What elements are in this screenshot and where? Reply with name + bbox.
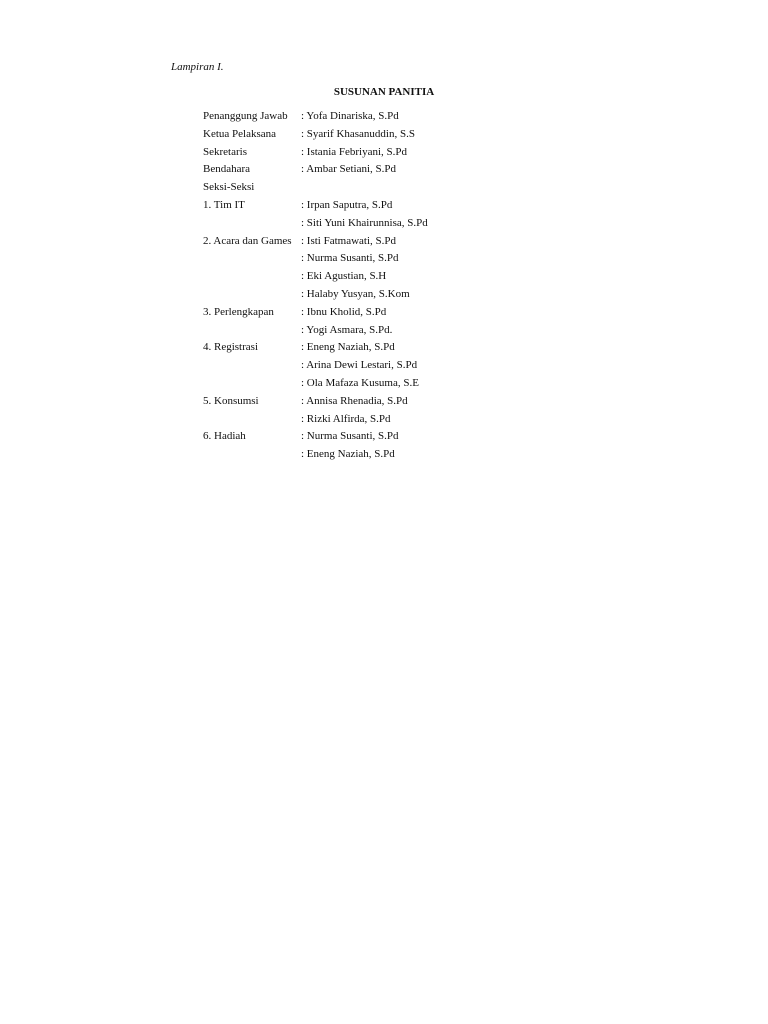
committee-role: 5. Konsumsi (203, 394, 259, 407)
committee-role: 1. Tim IT (203, 198, 245, 211)
committee-member: : Yogi Asmara, S.Pd. (301, 323, 393, 336)
committee-member: : Annisa Rhenadia, S.Pd (301, 394, 408, 407)
attachment-label: Lampiran I. (171, 61, 224, 73)
committee-row (203, 340, 428, 358)
committee-member: : Ambar Setiani, S.Pd (301, 163, 397, 176)
committee-member: : Ola Mafaza Kusuma, S.E (301, 376, 419, 389)
committee-member: : Nurma Susanti, S.Pd (301, 430, 399, 443)
committee-member: : Ibnu Kholid, S.Pd (301, 305, 387, 318)
committee-role: Ketua Pelaksana (203, 127, 276, 140)
document-title: SUSUNAN PANITIA (333, 86, 435, 98)
committee-role: 4. Registrasi (203, 341, 258, 354)
committee-row (203, 323, 428, 341)
committee-row (203, 234, 428, 252)
committee-role: Sekretaris (203, 145, 247, 158)
committee-member: : Rizki Alfirda, S.Pd (301, 412, 391, 425)
committee-row (203, 287, 428, 305)
committee-role: 3. Perlengkapan (203, 305, 274, 318)
committee-row (203, 269, 428, 287)
committee-list (203, 109, 428, 465)
committee-role: 2. Acara dan Games (203, 234, 292, 247)
committee-row (203, 376, 428, 394)
committee-row (203, 447, 428, 465)
committee-row (203, 180, 428, 198)
committee-member: : Istania Febriyani, S.Pd (301, 145, 408, 158)
committee-row (203, 216, 428, 234)
committee-member: : Siti Yuni Khairunnisa, S.Pd (301, 216, 428, 229)
committee-member: : Arina Dewi Lestari, S.Pd (301, 359, 418, 372)
committee-row (203, 429, 428, 447)
committee-row (203, 145, 428, 163)
committee-row (203, 251, 428, 269)
committee-role: Bendahara (203, 163, 251, 176)
committee-role: 6. Hadiah (203, 430, 246, 443)
committee-row (203, 109, 428, 127)
committee-member: : Irpan Saputra, S.Pd (301, 198, 393, 211)
committee-row (203, 198, 428, 216)
committee-row (203, 358, 428, 376)
committee-member: : Nurma Susanti, S.Pd (301, 252, 399, 265)
committee-row (203, 162, 428, 180)
committee-role: Seksi-Seksi (203, 181, 255, 194)
committee-member: : Eneng Naziah, S.Pd (301, 341, 395, 354)
committee-member: : Eneng Naziah, S.Pd (301, 448, 395, 461)
committee-row (203, 412, 428, 430)
committee-member: : Syarif Khasanuddin, S.S (301, 127, 415, 140)
committee-row (203, 127, 428, 145)
committee-member: : Eki Agustian, S.H (301, 270, 387, 283)
committee-row (203, 394, 428, 412)
committee-role: Penanggung Jawab (203, 110, 288, 122)
committee-member: : Halaby Yusyan, S.Kom (301, 287, 410, 300)
committee-member: : Yofa Dinariska, S.Pd (301, 110, 399, 122)
committee-row (203, 305, 428, 323)
committee-member: : Isti Fatmawati, S.Pd (301, 234, 397, 247)
